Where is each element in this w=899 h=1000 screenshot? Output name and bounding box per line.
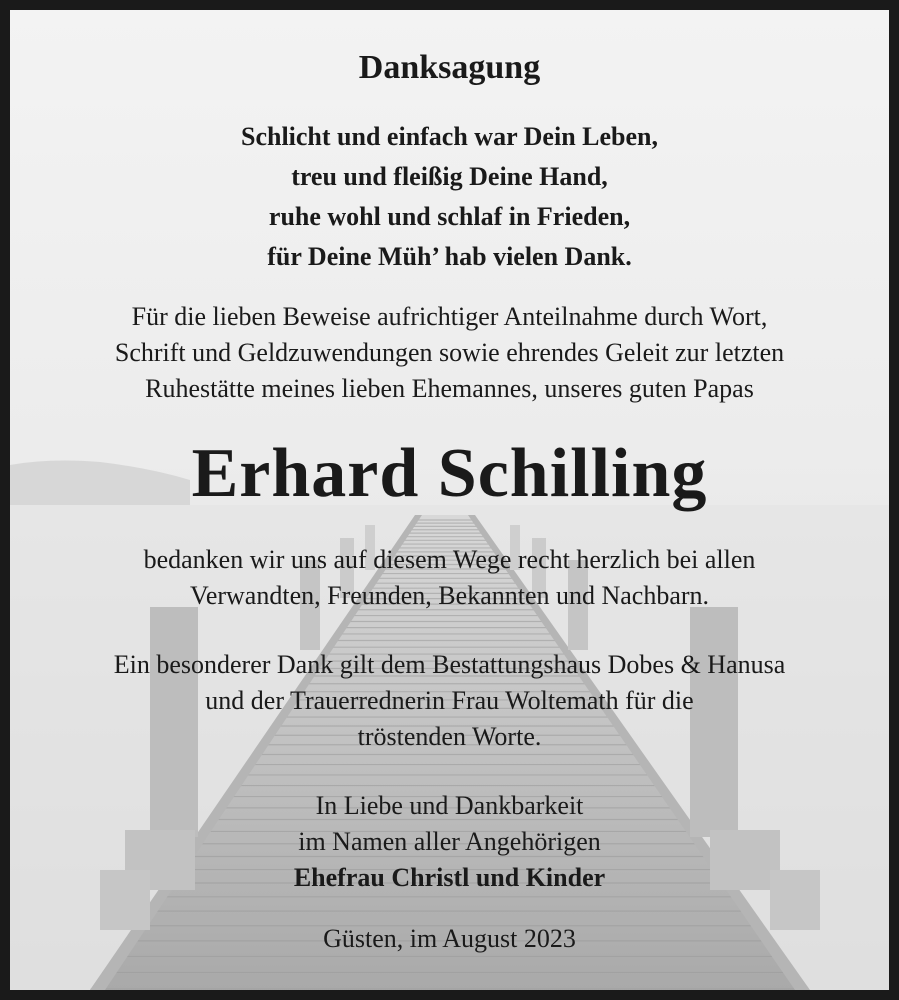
obituary-text: [10, 10, 889, 990]
thanks-paragraph: [10, 542, 889, 614]
special-thanks-paragraph: [10, 647, 889, 755]
intro-paragraph: [10, 299, 889, 407]
poem-verse: [10, 117, 889, 277]
paragraph-line: Für die lieben Beweise aufrichtiger Anteilnahme durch Wort,: [131, 302, 768, 331]
signature-block: [10, 788, 889, 896]
poem-line: ruhe wohl und schlaf in Frieden,: [268, 202, 631, 231]
paragraph-line: Ruhestätte meines lieben Ehemannes, unseres guten Papas: [145, 374, 754, 403]
paragraph-line: und der Trauerrednerin Frau Woltemath für die: [205, 686, 694, 715]
paragraph-line: Ein besonderer Dank gilt dem Bestattungshaus Dobes & Hanusa: [113, 650, 786, 679]
deceased-name: Erhard Schilling: [191, 435, 708, 512]
paragraph-line: Verwandten, Freunden, Bekannten und Nachbarn.: [189, 581, 710, 610]
paragraph-line: bedanken wir uns auf diesem Wege recht herzlich bei allen: [143, 545, 756, 574]
paragraph-line: Schrift und Geldzuwendungen sowie ehrendes Geleit zur letzten: [114, 338, 785, 367]
signature-line: im Namen aller Angehörigen: [298, 827, 601, 856]
poem-line: Schlicht und einfach war Dein Leben,: [240, 122, 658, 151]
place-date: Güsten, im August 2023: [323, 924, 576, 953]
poem-line: treu und fleißig Deine Hand,: [291, 162, 608, 191]
poem-line: für Deine Müh’ hab vielen Dank.: [267, 242, 632, 271]
paragraph-line: tröstenden Worte.: [357, 722, 542, 751]
heading-title: Danksagung: [358, 49, 541, 86]
signature-family: Ehefrau Christl und Kinder: [293, 863, 606, 892]
signature-line: In Liebe und Dankbarkeit: [315, 791, 584, 820]
